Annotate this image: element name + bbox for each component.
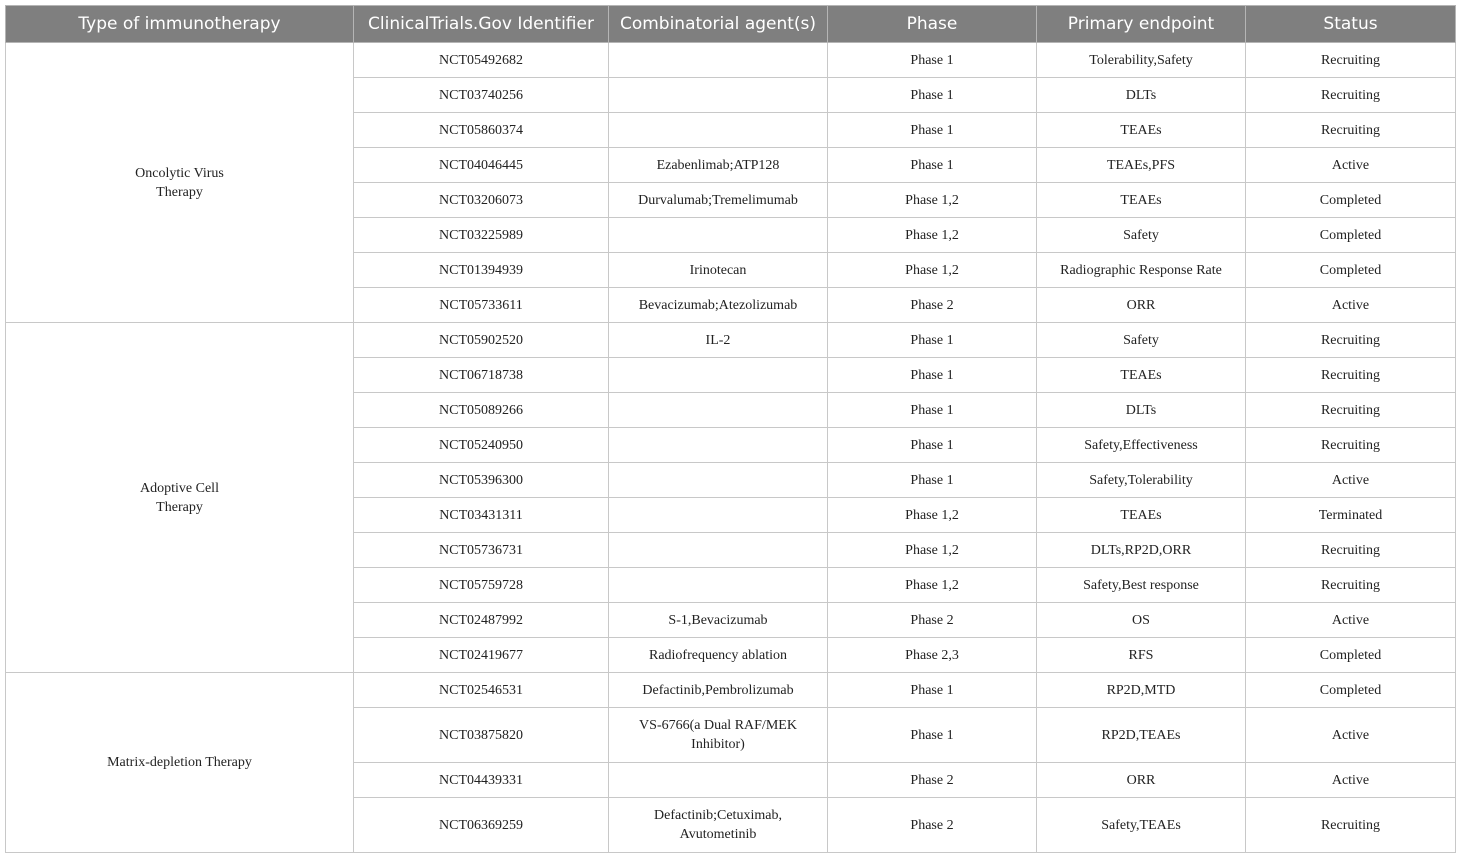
agent: Defactinib,Pembrolizumab [609, 673, 828, 708]
status: Active [1246, 603, 1456, 638]
status: Active [1246, 763, 1456, 798]
therapy-type-cell: Matrix-depletion Therapy [6, 673, 354, 853]
status: Recruiting [1246, 113, 1456, 148]
agent [609, 568, 828, 603]
phase: Phase 2 [828, 798, 1037, 853]
endpoint: ORR [1037, 288, 1246, 323]
phase: Phase 1 [828, 393, 1037, 428]
agent: Irinotecan [609, 253, 828, 288]
trial-id: NCT05733611 [354, 288, 609, 323]
status: Recruiting [1246, 533, 1456, 568]
phase: Phase 1 [828, 78, 1037, 113]
therapy-type-cell: Oncolytic Virus Therapy [6, 43, 354, 323]
trial-id: NCT06718738 [354, 358, 609, 393]
trial-id: NCT03875820 [354, 708, 609, 763]
table-row [6, 673, 1456, 708]
header-agents: Combinatorial agent(s) [609, 6, 828, 43]
agent [609, 533, 828, 568]
status: Active [1246, 288, 1456, 323]
agent [609, 43, 828, 78]
trial-id: NCT05736731 [354, 533, 609, 568]
endpoint: Tolerability,Safety [1037, 43, 1246, 78]
status: Recruiting [1246, 358, 1456, 393]
header-status: Status [1246, 6, 1456, 43]
agent: Defactinib;Cetuximab, Avutometinib [609, 798, 828, 853]
endpoint: Safety,Effectiveness [1037, 428, 1246, 463]
phase: Phase 1 [828, 113, 1037, 148]
agent: Radiofrequency ablation [609, 638, 828, 673]
phase: Phase 1,2 [828, 568, 1037, 603]
trial-id: NCT02546531 [354, 673, 609, 708]
status: Recruiting [1246, 428, 1456, 463]
agent [609, 428, 828, 463]
status: Terminated [1246, 498, 1456, 533]
trial-id: NCT05759728 [354, 568, 609, 603]
trial-id: NCT03431311 [354, 498, 609, 533]
trial-id: NCT06369259 [354, 798, 609, 853]
trial-id: NCT02419677 [354, 638, 609, 673]
phase: Phase 1,2 [828, 183, 1037, 218]
phase: Phase 1,2 [828, 498, 1037, 533]
phase: Phase 2 [828, 603, 1037, 638]
status: Recruiting [1246, 78, 1456, 113]
table-row [6, 43, 1456, 78]
status: Recruiting [1246, 323, 1456, 358]
agent [609, 763, 828, 798]
endpoint: DLTs [1037, 393, 1246, 428]
agent [609, 113, 828, 148]
agent [609, 218, 828, 253]
agent [609, 358, 828, 393]
trial-id: NCT04439331 [354, 763, 609, 798]
status: Completed [1246, 183, 1456, 218]
status: Completed [1246, 253, 1456, 288]
endpoint: TEAEs [1037, 183, 1246, 218]
phase: Phase 1,2 [828, 533, 1037, 568]
status: Recruiting [1246, 568, 1456, 603]
agent: S-1,Bevacizumab [609, 603, 828, 638]
endpoint: DLTs [1037, 78, 1246, 113]
status: Active [1246, 708, 1456, 763]
trials-table [5, 5, 1456, 853]
header-type: Type of immunotherapy [6, 6, 354, 43]
phase: Phase 2 [828, 763, 1037, 798]
endpoint: RP2D,MTD [1037, 673, 1246, 708]
trial-id: NCT05089266 [354, 393, 609, 428]
phase: Phase 1 [828, 323, 1037, 358]
agent: Bevacizumab;Atezolizumab [609, 288, 828, 323]
phase: Phase 2,3 [828, 638, 1037, 673]
header-phase: Phase [828, 6, 1037, 43]
header-row [6, 6, 1456, 43]
endpoint: TEAEs,PFS [1037, 148, 1246, 183]
endpoint: Radiographic Response Rate [1037, 253, 1246, 288]
agent [609, 498, 828, 533]
status: Completed [1246, 218, 1456, 253]
endpoint: RP2D,TEAEs [1037, 708, 1246, 763]
header-identifier: ClinicalTrials.Gov Identifier [354, 6, 609, 43]
phase: Phase 1 [828, 358, 1037, 393]
endpoint: DLTs,RP2D,ORR [1037, 533, 1246, 568]
status: Completed [1246, 673, 1456, 708]
trial-id: NCT03206073 [354, 183, 609, 218]
endpoint: Safety,TEAEs [1037, 798, 1246, 853]
trial-id: NCT05902520 [354, 323, 609, 358]
status: Recruiting [1246, 798, 1456, 853]
agent: Ezabenlimab;ATP128 [609, 148, 828, 183]
phase: Phase 2 [828, 288, 1037, 323]
status: Recruiting [1246, 43, 1456, 78]
trial-id: NCT04046445 [354, 148, 609, 183]
phase: Phase 1 [828, 148, 1037, 183]
status: Active [1246, 463, 1456, 498]
endpoint: Safety,Tolerability [1037, 463, 1246, 498]
phase: Phase 1 [828, 428, 1037, 463]
trial-id: NCT03225989 [354, 218, 609, 253]
endpoint: Safety,Best response [1037, 568, 1246, 603]
endpoint: TEAEs [1037, 358, 1246, 393]
endpoint: ORR [1037, 763, 1246, 798]
trial-id: NCT05492682 [354, 43, 609, 78]
agent [609, 393, 828, 428]
endpoint: Safety [1037, 323, 1246, 358]
agent: IL-2 [609, 323, 828, 358]
agent: Durvalumab;Tremelimumab [609, 183, 828, 218]
agent [609, 463, 828, 498]
endpoint: TEAEs [1037, 498, 1246, 533]
endpoint: OS [1037, 603, 1246, 638]
status: Recruiting [1246, 393, 1456, 428]
phase: Phase 1 [828, 708, 1037, 763]
phase: Phase 1 [828, 673, 1037, 708]
agent [609, 78, 828, 113]
trial-id: NCT01394939 [354, 253, 609, 288]
phase: Phase 1,2 [828, 253, 1037, 288]
therapy-type-cell: Adoptive Cell Therapy [6, 323, 354, 673]
trial-id: NCT03740256 [354, 78, 609, 113]
status: Completed [1246, 638, 1456, 673]
phase: Phase 1,2 [828, 218, 1037, 253]
trial-id: NCT05240950 [354, 428, 609, 463]
trial-id: NCT02487992 [354, 603, 609, 638]
trial-id: NCT05396300 [354, 463, 609, 498]
trial-id: NCT05860374 [354, 113, 609, 148]
endpoint: TEAEs [1037, 113, 1246, 148]
endpoint: Safety [1037, 218, 1246, 253]
header-endpoint: Primary endpoint [1037, 6, 1246, 43]
phase: Phase 1 [828, 463, 1037, 498]
status: Active [1246, 148, 1456, 183]
agent: VS-6766(a Dual RAF/MEK Inhibitor) [609, 708, 828, 763]
table-row [6, 323, 1456, 358]
endpoint: RFS [1037, 638, 1246, 673]
phase: Phase 1 [828, 43, 1037, 78]
